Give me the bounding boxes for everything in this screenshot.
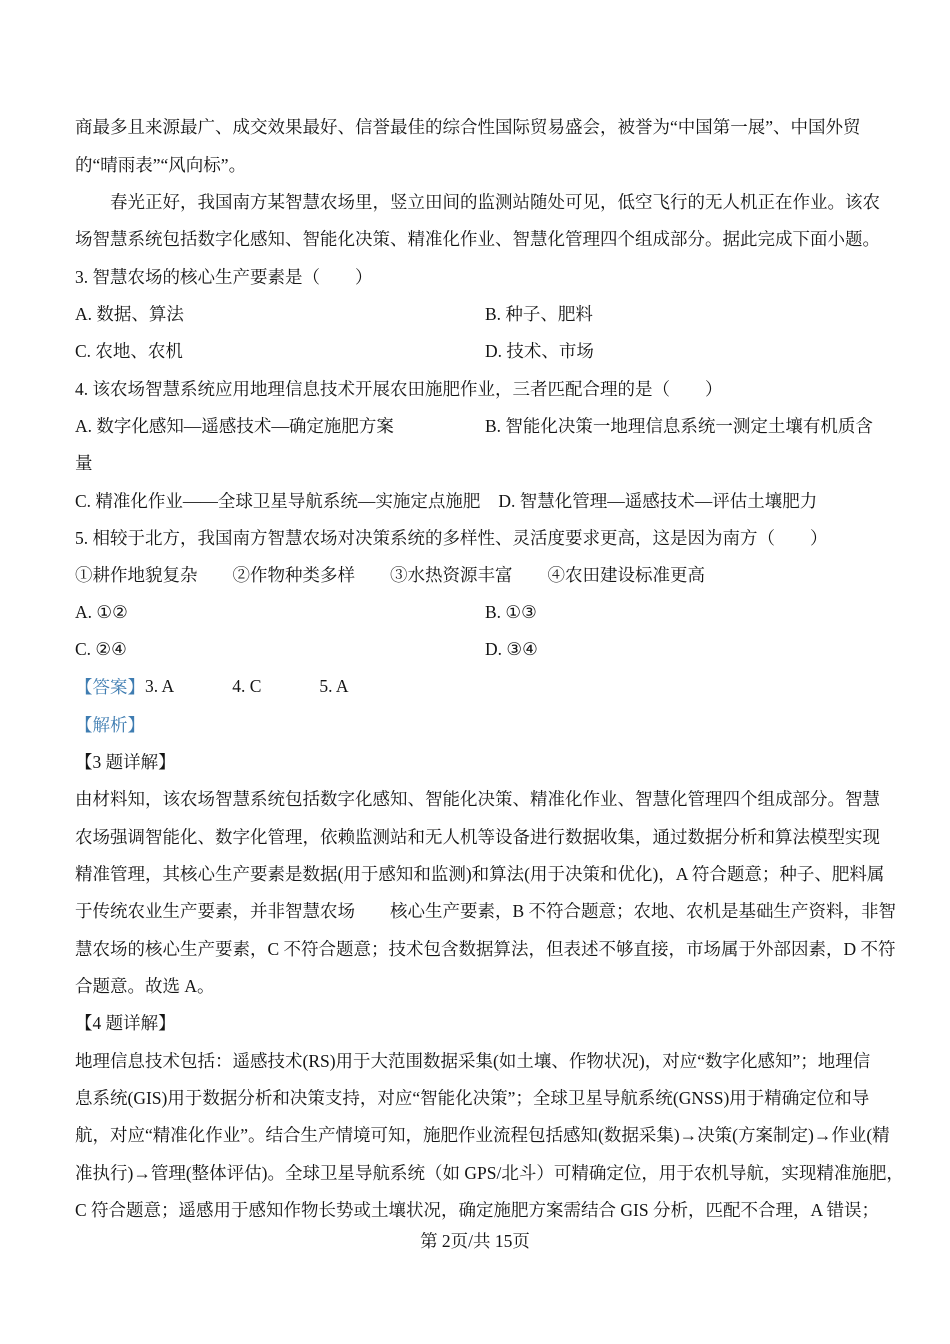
question-5-stem: 5. 相较于北方，我国南方智慧农场对决策系统的多样性、灵活度要求更高，这是因为南方（ ） xyxy=(75,527,828,548)
detail-3-text-line: 精准管理，其核心生产要素是数据(用于感知和监测)和算法(用于决策和优化)，A 符合题意；种子、肥料属 xyxy=(75,864,885,885)
detail-3-text-line: 由材料知，该农场智慧系统包括数字化感知、智能化决策、精准化作业、智慧化管理四个组成部分。智慧 xyxy=(75,789,880,810)
footer-page-number: 第 2页/共 15页 xyxy=(420,1231,530,1251)
passage-line: 商最多且来源最广、成交效果最好、信誉最佳的综合性国际贸易盛会，被誉为“中国第一展”、中国外贸 xyxy=(75,117,861,138)
answer-q5: 5. A xyxy=(319,676,349,697)
detail-4-heading: 【4 题详解】 xyxy=(75,1013,176,1034)
option-3d: D. 技术、市场 xyxy=(485,341,594,362)
passage-line: 场智慧系统包括数字化感知、智能化决策、精准化作业、智慧化管理四个组成部分。据此完成下面小题。 xyxy=(75,229,880,250)
question-4-stem: 4. 该农场智慧系统应用地理信息技术开展农田施肥作业，三者匹配合理的是（ ） xyxy=(75,378,723,399)
option-3a: A. 数据、算法 xyxy=(75,303,184,324)
detail-4-text-line: C 符合题意；遥感用于感知作物长势或土壤状况，确定施肥方案需结合 GIS 分析，匹配不合理，A 错误； xyxy=(75,1200,880,1221)
answer-label: 【答案】 xyxy=(75,677,145,698)
option-4b: B. 智能化决策一地理信息系统一测定土壤有机质含 xyxy=(485,415,873,436)
option-3b: B. 种子、肥料 xyxy=(485,303,593,324)
question-3-options-row xyxy=(75,295,880,332)
question-4-options-row xyxy=(75,481,880,518)
passage-line: 春光正好，我国南方某智慧农场里，竖立田间的监测站随处可见，低空飞行的无人机正在作业。该农 xyxy=(110,191,880,212)
question-4-options-row xyxy=(75,407,880,444)
page-content xyxy=(75,108,904,1228)
question-5-options-row xyxy=(75,631,880,668)
option-5c: C. ②④ xyxy=(75,638,127,659)
detail-4-text-line: 航，对应“精准化作业”。结合生产情境可知，施肥作业流程包括感知(数据采集)→决策(方案制定)→作业(精 xyxy=(75,1125,890,1146)
question-3-stem: 3. 智慧农场的核心生产要素是（ ） xyxy=(75,266,373,287)
detail-3-text-line: 于传统农业生产要素，并非智慧农场 核心生产要素，B 不符合题意；农地、农机是基础生产资料，非智 xyxy=(75,901,897,922)
option-4b-continuation: 量 xyxy=(75,453,93,474)
question-3-options-row xyxy=(75,332,880,369)
detail-4-text-line: 地理信息技术包括：遥感技术(RS)用于大范围数据采集(如土壤、作物状况)，对应“数字化感知”；地理信 xyxy=(75,1050,871,1071)
option-4d: D. 智慧化管理—遥感技术—评估土壤肥力 xyxy=(498,490,818,511)
option-5d: D. ③④ xyxy=(485,638,538,659)
option-4c: C. 精准化作业——全球卫星导航系统—实施定点施肥 xyxy=(75,490,481,511)
detail-3-text-line: 农场强调智能化、数字化管理，依赖监测站和无人机等设备进行数据收集，通过数据分析和算法模型实现 xyxy=(75,826,880,847)
answer-q3: 3. A xyxy=(145,676,175,697)
option-3c: C. 农地、农机 xyxy=(75,341,183,362)
detail-4-text-line: 准执行)→管理(整体评估)。全球卫星导航系统（如 GPS/北斗）可精确定位，用于农机导航，实现精准施肥， xyxy=(75,1162,904,1183)
answer-q4: 4. C xyxy=(232,676,262,697)
option-4a: A. 数字化感知—遥感技术—确定施肥方案 xyxy=(75,415,394,436)
passage-line: 的“晴雨表”“风向标”。 xyxy=(75,154,247,175)
question-5-options-row xyxy=(75,593,880,630)
detail-3-heading: 【3 题详解】 xyxy=(75,752,176,773)
analysis-label: 【解析】 xyxy=(75,714,145,735)
detail-3-text-line: 慧农场的核心生产要素，C 不符合题意；技术包含数据算法，但表述不够直接，市场属于外部因素，D 不符 xyxy=(75,938,896,959)
question-5-items: ①耕作地貌复杂 ②作物种类多样 ③水热资源丰富 ④农田建设标准更高 xyxy=(75,565,705,586)
option-5b: B. ①③ xyxy=(485,601,537,622)
option-5a: A. ①② xyxy=(75,601,128,622)
answer-row xyxy=(75,668,880,705)
detail-3-text-line: 合题意。故选 A。 xyxy=(75,976,215,997)
detail-4-text-line: 息系统(GIS)用于数据分析和决策支持，对应“智能化决策”；全球卫星导航系统(GNSS)用于精确定位和导 xyxy=(75,1088,870,1109)
